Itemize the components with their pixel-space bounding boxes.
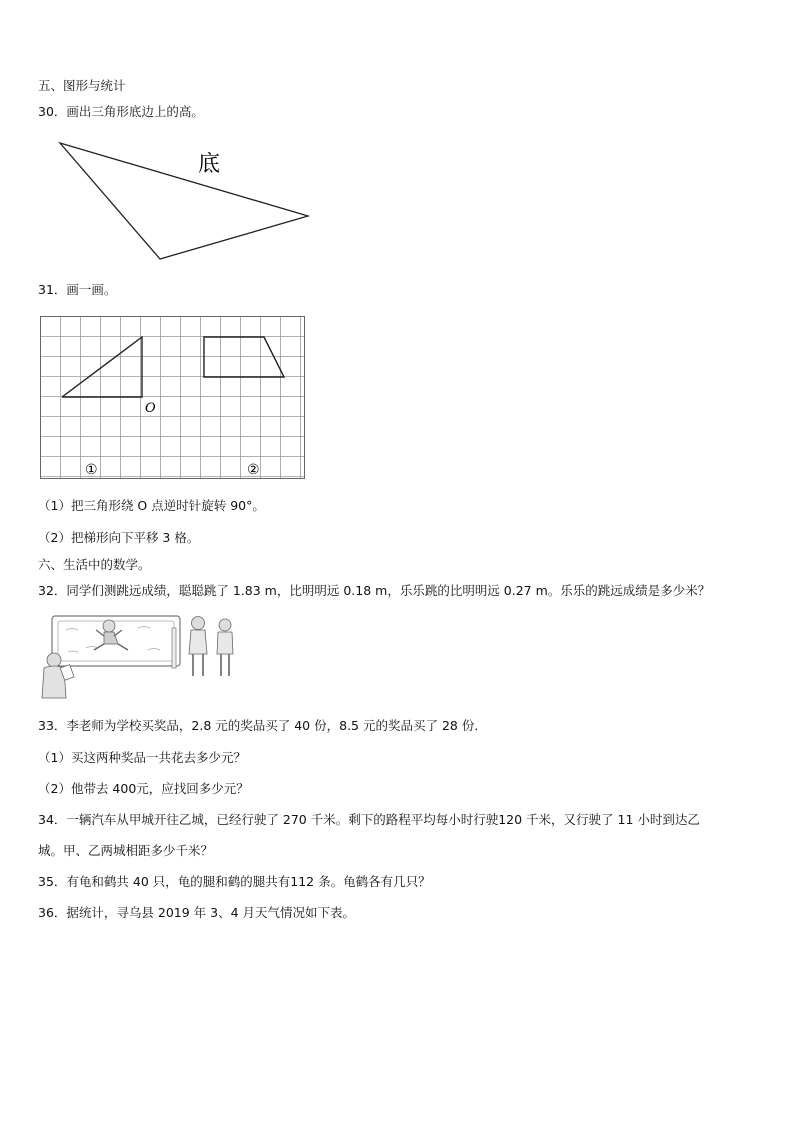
long-jump-illustration: [38, 608, 248, 704]
question-34-line-1: 34．一辆汽车从甲城开往乙城，已经行驶了 270 千米。剩下的路程平均每小时行驶120 千米，又行驶了 11 小时到达乙: [38, 812, 700, 827]
standing-child-1-figure: [189, 617, 207, 677]
question-36: 36．据统计，寻乌县 2019 年 3、4 月天气情况如下表。: [38, 905, 356, 920]
marker-2: ②: [247, 462, 260, 478]
triangle-on-grid: [62, 337, 142, 397]
triangle-figure: [40, 130, 330, 270]
question-32: 32．同学们测跳远成绩，聪聪跳了 1.83 m，比明明远 0.18 m，乐乐跳的比明明远 0.27 m。乐乐的跳远成绩是多少米？: [38, 583, 711, 598]
measuring-post: [172, 628, 176, 668]
marker-1: ①: [85, 462, 98, 478]
question-30: 30．画出三角形底边上的高。: [38, 104, 204, 119]
point-o-label: O: [145, 401, 156, 416]
question-33-part-2: （2）他带去 400元，应找回多少元？: [38, 781, 249, 796]
grid-figure: [40, 316, 308, 481]
question-33: 33．李老师为学校买奖品，2.8 元的奖品买了 40 份，8.5 元的奖品买了 28 份．: [38, 718, 487, 733]
base-label: 底: [198, 152, 221, 177]
question-34-line-2: 城。甲、乙两城相距多少千米？: [38, 843, 214, 858]
trapezoid-on-grid: [204, 337, 284, 377]
question-33-part-1: （1）买这两种奖品一共花去多少元？: [38, 750, 246, 765]
question-31-part-1: （1）把三角形绕 O 点逆时针旋转 90°。: [38, 498, 265, 513]
question-31: 31．画一画。: [38, 282, 117, 297]
question-31-part-2: （2）把梯形向下平移 3 格。: [38, 530, 200, 545]
standing-child-2-figure: [217, 619, 233, 676]
triangle-shape: [60, 143, 308, 259]
section-heading-five: 五、图形与统计: [38, 78, 126, 93]
section-heading-six: 六、生活中的数学。: [38, 557, 151, 572]
question-35: 35．有龟和鹤共 40 只，龟的腿和鹤的腿共有112 条。龟鹤各有几只？: [38, 874, 431, 889]
